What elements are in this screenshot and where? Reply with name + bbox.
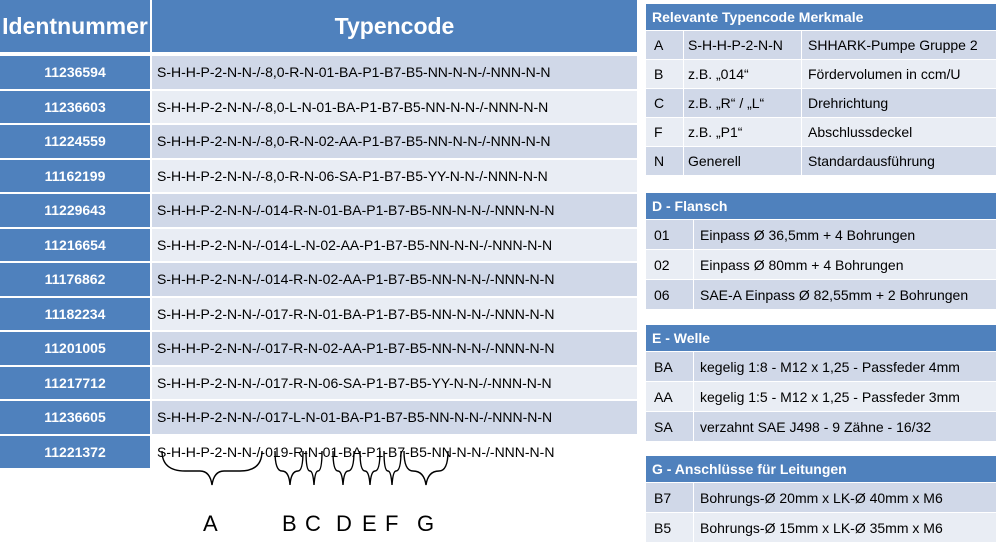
type-code-cell: S-H-H-P-2-N-N-/-019-R-N-01-BA-P1-B7-B5-NN-N-N-/-NNN-N-N bbox=[152, 436, 637, 469]
header-typencode: Typencode bbox=[152, 0, 637, 52]
merkmal-key: F bbox=[646, 118, 684, 146]
anschluesse-panel bbox=[646, 456, 996, 542]
welle-value: kegelig 1:5 - M12 x 1,25 - Passfeder 3mm bbox=[700, 388, 960, 405]
ident-number-cell: 11201005 bbox=[0, 332, 152, 365]
merkmal-row bbox=[646, 117, 996, 146]
type-code-cell: S-H-H-P-2-N-N-/-017-R-N-02-AA-P1-B7-B5-NN-N-N-/-NNN-N-N bbox=[152, 332, 637, 365]
flansch-row bbox=[646, 249, 996, 279]
anschluesse-row bbox=[646, 482, 996, 512]
welle-key: SA bbox=[646, 412, 694, 441]
table-row bbox=[0, 125, 637, 158]
welle-value: verzahnt SAE J498 - 9 Zähne - 16/32 bbox=[700, 418, 932, 435]
welle-key: BA bbox=[646, 352, 694, 381]
merkmal-example: Generell bbox=[684, 147, 802, 175]
merkmal-meaning: Standardausführung bbox=[808, 153, 935, 169]
merkmal-key: B bbox=[646, 60, 684, 88]
type-code-cell: S-H-H-P-2-N-N-/-8,0-L-N-01-BA-P1-B7-B5-NN-N-N-/-NNN-N-N bbox=[152, 91, 637, 124]
flansch-key: 06 bbox=[646, 280, 694, 309]
table-body bbox=[0, 56, 637, 468]
ident-number-cell: 11236605 bbox=[0, 401, 152, 434]
flansch-value: Einpass Ø 80mm + 4 Bohrungen bbox=[700, 256, 904, 273]
table-row bbox=[0, 332, 637, 365]
type-code-cell: S-H-H-P-2-N-N-/-014-R-N-02-AA-P1-B7-B5-NN-N-N-/-NNN-N-N bbox=[152, 263, 637, 296]
bracket-c bbox=[306, 451, 322, 485]
ident-number-cell: 11224559 bbox=[0, 125, 152, 158]
welle-row bbox=[646, 381, 996, 411]
merkmal-key: A bbox=[646, 31, 684, 59]
code-segment-brackets bbox=[0, 445, 637, 551]
merkmal-key: C bbox=[646, 89, 684, 117]
welle-key: AA bbox=[646, 382, 694, 411]
table-row bbox=[0, 298, 637, 331]
anschluesse-row bbox=[646, 512, 996, 542]
ident-number-cell: 11236594 bbox=[0, 56, 152, 89]
ident-number-cell: 11216654 bbox=[0, 229, 152, 262]
ident-number-cell: 11176862 bbox=[0, 263, 152, 296]
type-code-cell: S-H-H-P-2-N-N-/-014-R-N-01-BA-P1-B7-B5-NN-N-N-/-NNN-N-N bbox=[152, 194, 637, 227]
flansch-title: D - Flansch bbox=[646, 193, 996, 219]
type-code-cell: S-H-H-P-2-N-N-/-8,0-R-N-01-BA-P1-B7-B5-NN-N-N-/-NNN-N-N bbox=[152, 56, 637, 89]
merkmal-row bbox=[646, 59, 996, 88]
bracket-d bbox=[333, 451, 354, 485]
bracket-label-a: A bbox=[203, 511, 218, 536]
merkmal-meaning: Abschlussdeckel bbox=[808, 124, 913, 140]
flansch-value: SAE-A Einpass Ø 82,55mm + 2 Bohrungen bbox=[700, 286, 969, 303]
flansch-body bbox=[646, 219, 996, 309]
merkmal-row bbox=[646, 88, 996, 117]
bracket-e bbox=[360, 451, 380, 485]
type-code-cell: S-H-H-P-2-N-N-/-8,0-R-N-02-AA-P1-B7-B5-NN-N-N-/-NNN-N-N bbox=[152, 125, 637, 158]
welle-body bbox=[646, 351, 996, 441]
merkmal-example: z.B. „014“ bbox=[684, 60, 802, 88]
header-identnummer: Identnummer bbox=[0, 0, 152, 52]
welle-row bbox=[646, 411, 996, 441]
ident-number-cell: 11221372 bbox=[0, 436, 152, 469]
merkmal-example: S-H-H-P-2-N-N bbox=[684, 31, 802, 59]
merkmale-body bbox=[646, 30, 996, 175]
flansch-key: 01 bbox=[646, 220, 694, 249]
bracket-b bbox=[275, 451, 303, 485]
merkmal-example: z.B. „P1“ bbox=[684, 118, 802, 146]
flansch-row bbox=[646, 279, 996, 309]
merkmal-meaning: Fördervolumen in ccm/U bbox=[808, 66, 961, 82]
anschluesse-value: Bohrungs-Ø 20mm x LK-Ø 40mm x M6 bbox=[700, 489, 943, 506]
ident-number-cell: 11236603 bbox=[0, 91, 152, 124]
merkmale-panel bbox=[646, 4, 996, 175]
ident-number-cell: 11162199 bbox=[0, 160, 152, 193]
flansch-row bbox=[646, 219, 996, 249]
merkmal-row bbox=[646, 30, 996, 59]
merkmal-meaning: SHHARK-Pumpe Gruppe 2 bbox=[808, 37, 978, 53]
type-code-cell: S-H-H-P-2-N-N-/-8,0-R-N-06-SA-P1-B7-B5-YY-N-N-/-NNN-N-N bbox=[152, 160, 637, 193]
type-code-cell: S-H-H-P-2-N-N-/-017-L-N-01-BA-P1-B7-B5-NN-N-N-/-NNN-N-N bbox=[152, 401, 637, 434]
bracket-label-d: D bbox=[336, 511, 352, 536]
flansch-panel bbox=[646, 193, 996, 309]
table-row bbox=[0, 229, 637, 262]
anschluesse-body bbox=[646, 482, 996, 542]
welle-title: E - Welle bbox=[646, 325, 996, 351]
flansch-value: Einpass Ø 36,5mm + 4 Bohrungen bbox=[700, 226, 916, 243]
type-code-cell: S-H-H-P-2-N-N-/-014-L-N-02-AA-P1-B7-B5-NN-N-N-/-NNN-N-N bbox=[152, 229, 637, 262]
welle-value: kegelig 1:8 - M12 x 1,25 - Passfeder 4mm bbox=[700, 358, 960, 375]
table-row bbox=[0, 56, 637, 89]
welle-row bbox=[646, 351, 996, 381]
ident-number-cell: 11229643 bbox=[0, 194, 152, 227]
bracket-label-g: G bbox=[417, 511, 435, 536]
table-row bbox=[0, 401, 637, 434]
bracket-a bbox=[162, 451, 262, 485]
table-row bbox=[0, 367, 637, 400]
bracket-label-c: C bbox=[305, 511, 321, 536]
table-row bbox=[0, 91, 637, 124]
welle-panel bbox=[646, 325, 996, 441]
merkmal-meaning: Drehrichtung bbox=[808, 95, 889, 111]
flansch-key: 02 bbox=[646, 250, 694, 279]
anschluesse-title: G - Anschlüsse für Leitungen bbox=[646, 456, 996, 482]
anschluesse-key: B5 bbox=[646, 513, 694, 542]
type-code-cell: S-H-H-P-2-N-N-/-017-R-N-01-BA-P1-B7-B5-NN-N-N-/-NNN-N-N bbox=[152, 298, 637, 331]
bracket-f bbox=[384, 451, 401, 485]
merkmal-row bbox=[646, 146, 996, 175]
merkmale-title: Relevante Typencode Merkmale bbox=[646, 4, 996, 30]
type-code-cell: S-H-H-P-2-N-N-/-017-R-N-06-SA-P1-B7-B5-YY-N-N-/-NNN-N-N bbox=[152, 367, 637, 400]
merkmal-example: z.B. „R“ / „L“ bbox=[684, 89, 802, 117]
table-row bbox=[0, 194, 637, 227]
table-header bbox=[0, 0, 637, 52]
merkmal-key: N bbox=[646, 147, 684, 175]
ident-number-cell: 11182234 bbox=[0, 298, 152, 331]
anschluesse-value: Bohrungs-Ø 15mm x LK-Ø 35mm x M6 bbox=[700, 519, 943, 536]
bracket-label-b: B bbox=[282, 511, 297, 536]
anschluesse-key: B7 bbox=[646, 483, 694, 512]
table-row bbox=[0, 263, 637, 296]
bracket-label-f: F bbox=[385, 511, 399, 536]
bracket-g bbox=[404, 451, 448, 485]
bracket-label-e: E bbox=[362, 511, 377, 536]
ident-number-cell: 11217712 bbox=[0, 367, 152, 400]
table-row bbox=[0, 160, 637, 193]
